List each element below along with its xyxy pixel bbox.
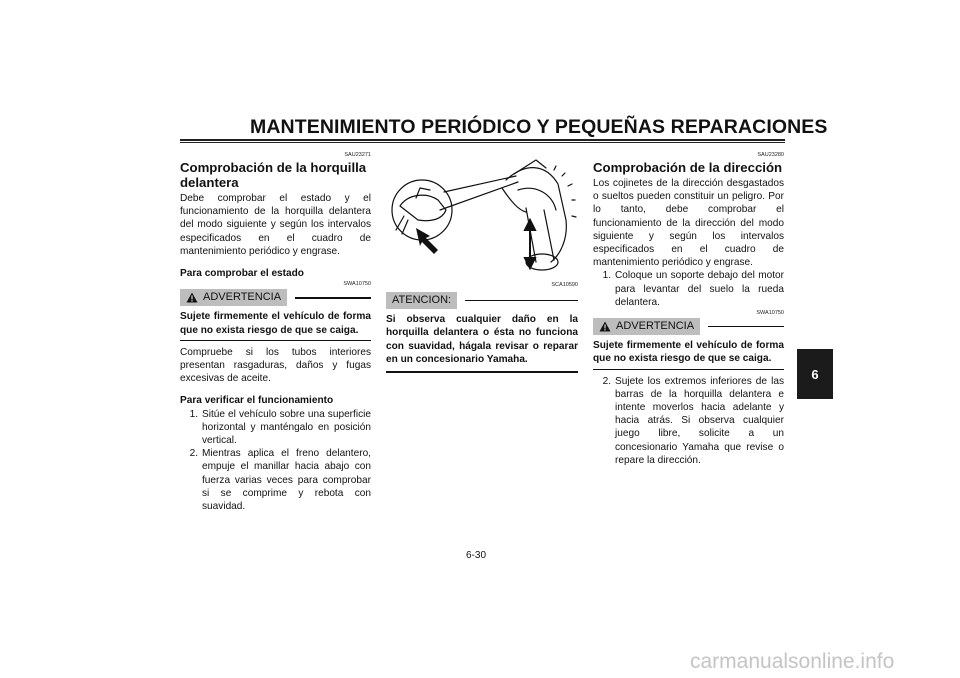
fork-check-illustration: [386, 150, 578, 280]
section-title-steering: Comprobación de la dirección: [593, 160, 783, 175]
warning-header: [593, 318, 784, 335]
list-item: [593, 269, 784, 309]
warning-badge: [593, 318, 700, 335]
subheading-check-operation: Para verificar el funcionamiento: [180, 395, 334, 407]
inspection-paragraph: Compruebe si los tubos interiores presentan rasgaduras, daños y fugas excesivas de aceite.: [180, 346, 371, 385]
warning-code: SWA10750: [756, 310, 784, 317]
section-title-front-fork: Comprobación de la horquilla delantera: [180, 160, 367, 190]
attention-header: [386, 292, 578, 309]
list-item: [593, 375, 784, 467]
warning-text: Sujete firmemente el vehículo de forma que no exista riesgo de que se caiga.: [180, 310, 371, 340]
operation-steps: [180, 408, 371, 514]
list-item: [180, 447, 371, 513]
step-number: 2.: [189, 448, 198, 460]
chapter-tab[interactable]: 6: [797, 349, 833, 399]
warning-label: ADVERTENCIA: [203, 291, 282, 304]
header-rule-secondary: [180, 142, 785, 143]
step-text: Mientras aplica el freno delantero, empuje el manillar hacia abajo con fuerza varias veces para comprobar si se comprime y rebota con suavidad.: [202, 448, 371, 513]
watermark: carmanualsonline.info: [690, 650, 895, 673]
page-number: 6-30: [466, 550, 487, 561]
warning-header: [180, 289, 371, 306]
warning-triangle-icon: [599, 321, 611, 332]
warning-badge: [180, 289, 287, 306]
step-number: 1.: [189, 408, 198, 420]
warning-triangle-icon: [186, 292, 198, 303]
warning-text: Sujete firmemente el vehículo de forma que no exista riesgo de que se caiga.: [593, 339, 784, 369]
attention-code: SCA10590: [551, 282, 578, 288]
section-code: SAU23271: [344, 152, 371, 158]
page-header-title: MANTENIMIENTO PERIÓDICO Y PEQUEÑAS REPARACIONES: [250, 116, 828, 138]
intro-paragraph: Los cojinetes de la dirección desgastados o sueltos pueden constituir un peligro. Por lo tanto, debe comprobar el funcionamiento de la dirección del modo siguiente y según los intervalos especificados en el cuadro de mantenimiento periódico y engrase.: [593, 178, 784, 269]
warning-code: SWA10750: [343, 281, 371, 288]
warning-label: ADVERTENCIA: [616, 320, 695, 333]
subheading-check-condition: Para comprobar el estado: [180, 268, 304, 280]
section-code: SAU23280: [757, 152, 784, 158]
warning-rule: [295, 297, 371, 299]
column-steering: [593, 152, 784, 467]
attention-end-rule: [386, 371, 578, 373]
step-text: Coloque un soporte debajo del motor para levantar del suelo la rueda delantera.: [615, 270, 784, 308]
column-front-fork: [180, 152, 371, 513]
warning-rule: [708, 326, 784, 328]
step-number: 2.: [602, 375, 611, 387]
column-attention: [386, 282, 578, 373]
intro-paragraph: Debe comprobar el estado y el funcionamiento de la horquilla delantera del modo siguiente y según los intervalos especificados en el cuadro de mantenimiento periódico y engrase.: [180, 193, 371, 257]
step-text: Sujete los extremos inferiores de las barras de la horquilla delantera e intente moverlos hacia adelante y hacia atrás. Si observa cualquier juego libre, solicite a un concesionario Yamaha que revise o repare la dirección.: [615, 375, 784, 466]
header-rule: [180, 139, 785, 141]
list-item: [180, 408, 371, 448]
attention-rule: [465, 300, 578, 302]
step-text: Sitúe el vehículo sobre una superficie horizontal y manténgalo en posición vertical.: [202, 408, 371, 447]
attention-badge: ATENCION:: [386, 292, 457, 309]
attention-text: Si observa cualquier daño en la horquilla delantera o ésta no funciona con suavidad, hágala revisar o reparar en un concesionario Yamaha.: [386, 314, 578, 365]
step-number: 1.: [602, 270, 611, 282]
